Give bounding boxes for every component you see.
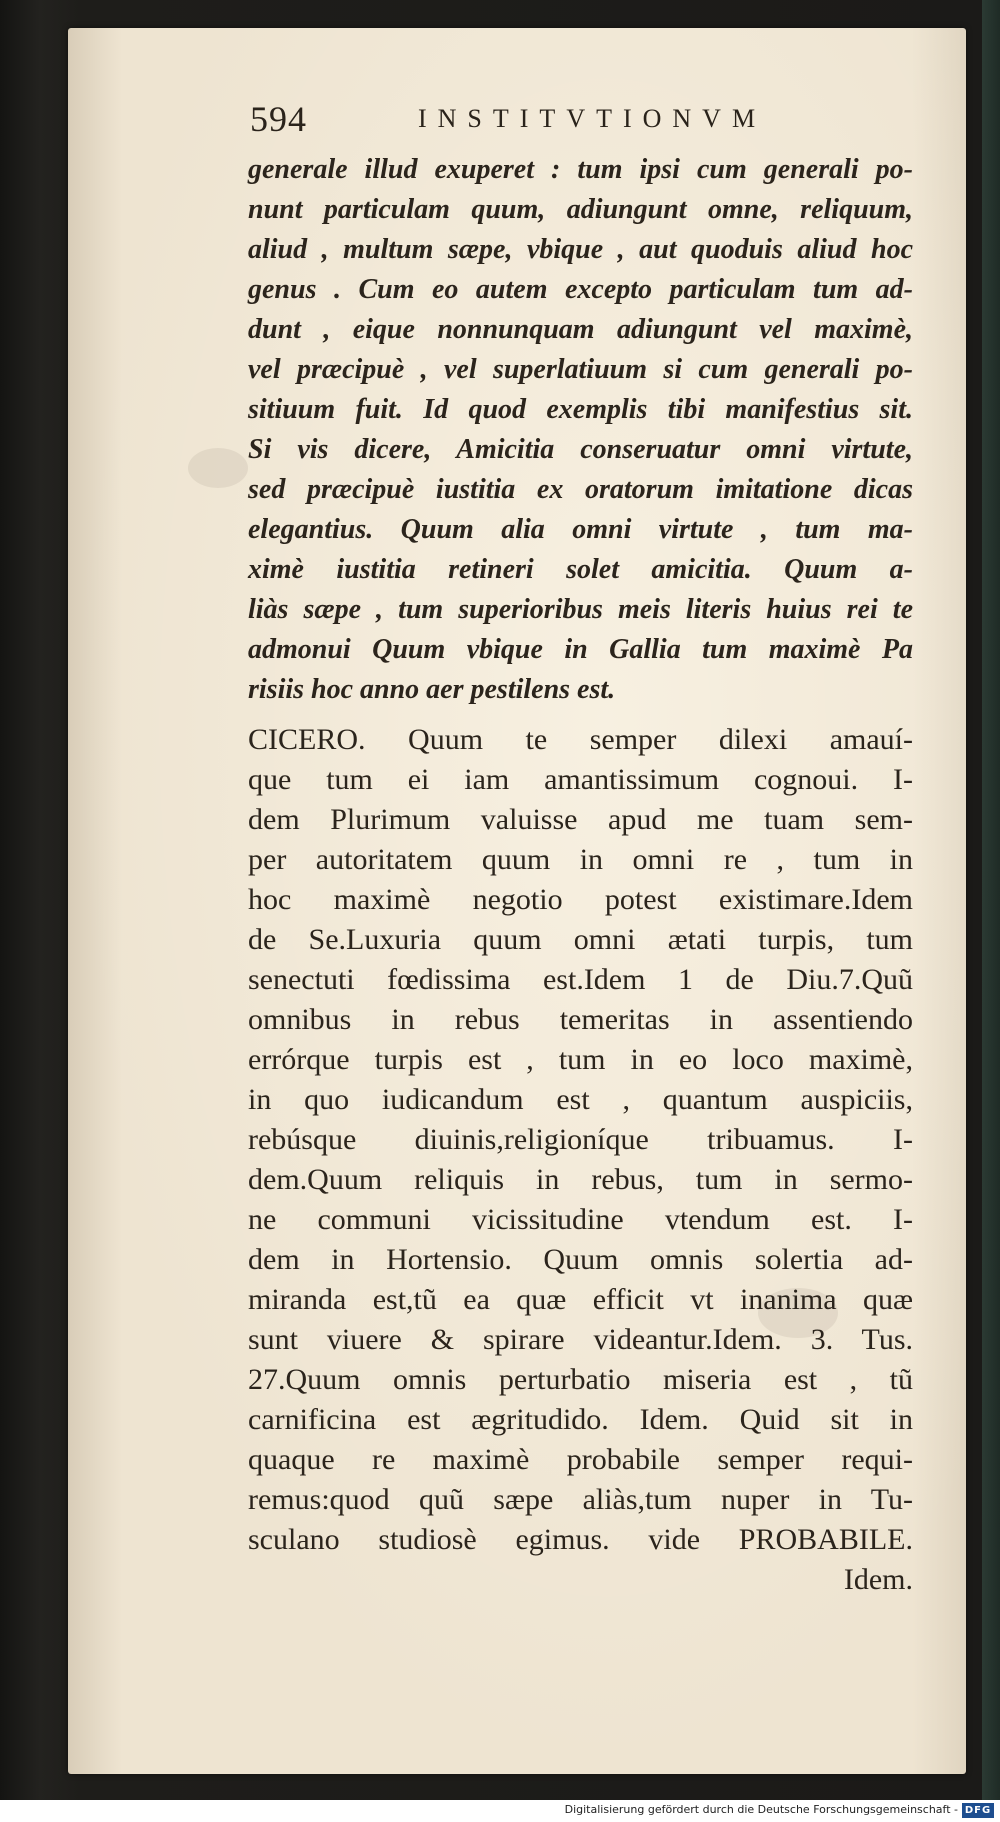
text-line: ne communi vicissitudine vtendum est. I- [248, 1203, 913, 1236]
text-line: que tum ei iam amantissimum cognoui. I- [248, 763, 913, 796]
text-line: carnificina est ægritudido. Idem. Quid sit in [248, 1403, 913, 1436]
book-cover-edge [982, 0, 1000, 1800]
text-line: liàs sæpe , tum superioribus meis literis huius rei te [248, 594, 913, 625]
page-text [248, 150, 928, 1600]
roman-paragraph [248, 720, 928, 1600]
text-line: admonui Quum vbique in Gallia tum maximè Pa [248, 634, 913, 665]
text-line: generale illud exuperet : tum ipsi cum generali po- [248, 154, 913, 185]
page-number: 594 [250, 99, 307, 139]
text-line: sed præcipuè iustitia ex oratorum imitatione dicas [248, 474, 913, 505]
page-header [178, 82, 838, 152]
digitization-footer [0, 1800, 1000, 1822]
text-line: vel præcipuè , vel superlatiuum si cum generali po- [248, 354, 913, 385]
text-line: dem Plurimum valuisse apud me tuam sem- [248, 803, 913, 836]
text-line: 27.Quum omnis perturbatio miseria est , tũ [248, 1363, 913, 1396]
funding-credit: Digitalisierung gefördert durch die Deutsche Forschungsgemeinschaft - [564, 1803, 958, 1816]
text-line: in quo iudicandum est , quantum auspiciis, [248, 1083, 913, 1116]
text-line: hoc maximè negotio potest existimare.Idem [248, 883, 913, 916]
text-line: quaque re maximè probabile semper requi- [248, 1443, 913, 1476]
text-line: senectuti fœdissima est.Idem 1 de Diu.7.Quũ [248, 963, 913, 996]
text-line: per autoritatem quum in omni re , tum in [248, 843, 913, 876]
text-line: sitiuum fuit. Id quod exemplis tibi manifestius sit. [248, 394, 913, 425]
text-line: CICERO. Quum te semper dilexi amauí- [248, 723, 913, 756]
text-line: Idem. [843, 1563, 913, 1596]
text-line: errórque turpis est , tum in eo loco maximè, [248, 1043, 913, 1076]
italic-paragraph [248, 150, 928, 710]
text-line: nunt particulam quum, adiungunt omne, reliquum, [248, 194, 913, 225]
text-line: miranda est,tũ ea quæ efficit vt inanima quæ [248, 1283, 913, 1316]
dfg-logo: DFG [962, 1803, 994, 1818]
text-line: Si vis dicere, Amicitia conseruatur omni virtute, [248, 434, 913, 465]
text-line: sunt viuere & spirare videantur.Idem. 3. Tus. [248, 1323, 913, 1356]
text-line: omnibus in rebus temeritas in assentiendo [248, 1003, 913, 1036]
text-line: remus:quod quũ sæpe aliàs,tum nuper in Tu- [248, 1483, 913, 1516]
text-line: dem.Quum reliquis in rebus, tum in sermo- [248, 1163, 913, 1196]
text-line: sculano studiosè egimus. vide PROBABILE. [248, 1523, 913, 1556]
text-line: dunt , eique nonnunquam adiungunt vel maximè, [248, 314, 913, 345]
text-line: risiis hoc anno aer pestilens est. [248, 674, 616, 705]
text-line: elegantius. Quum alia omni virtute , tum ma- [248, 514, 913, 545]
text-line: de Se.Luxuria quum omni ætati turpis, tum [248, 923, 913, 956]
text-line: rebúsque diuinis,religioníque tribuamus. I- [248, 1123, 913, 1156]
text-line: aliud , multum sæpe, vbique , aut quoduis aliud hoc [248, 234, 913, 265]
text-line: genus . Cum eo autem excepto particulam tum ad- [248, 274, 913, 305]
paper-stain [188, 448, 248, 488]
text-line: dem in Hortensio. Quum omnis solertia ad- [248, 1243, 913, 1276]
running-title: INSTITVTIONVM [418, 104, 767, 133]
text-line: ximè iustitia retineri solet amicitia. Quum a- [248, 554, 913, 585]
